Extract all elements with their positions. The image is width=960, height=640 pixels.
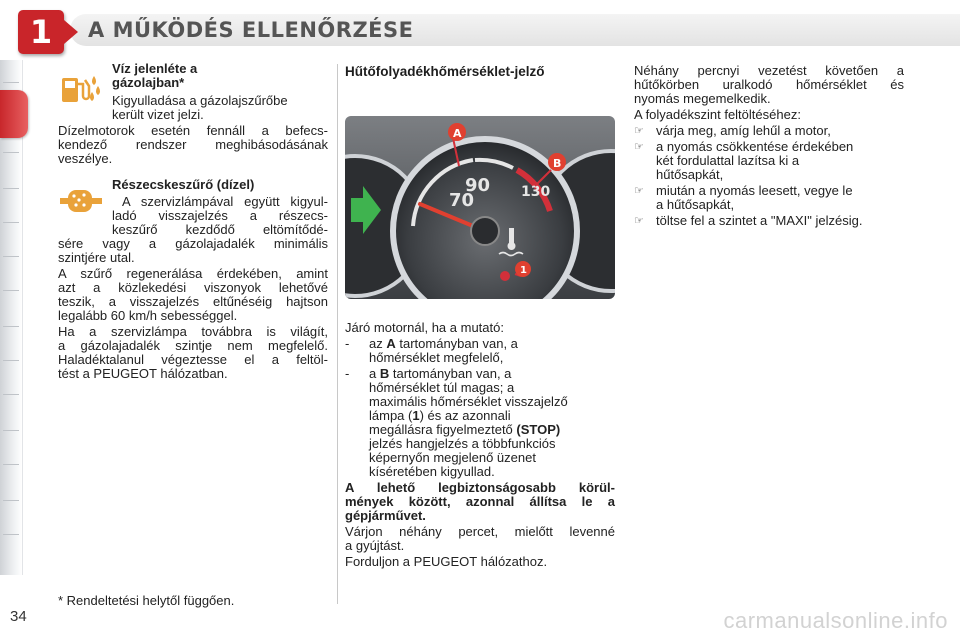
right-intro-line3: nyomás megemelkedik.: [634, 91, 771, 106]
water-warning-text-line1: Kigyulladása a gázolajszűrőbe: [112, 93, 288, 108]
tab-divider: [3, 500, 19, 501]
item-a-line2: hőmérséklet megfelelő,: [369, 350, 504, 365]
refill-step-1: ☞ várja meg, amíg lehűl a motor,: [634, 123, 831, 138]
item-b-line1: a B tartományban van, a: [369, 366, 512, 381]
callout-1-label: 1: [520, 265, 527, 276]
refill-step-2: ☞ a nyomás csökkentése érdekében két fordulattal lazítsa ki a hűtősapkát,: [634, 139, 854, 182]
dpf-p2-line3: teszik, a visszajelzés eltűnéséig hajtson: [58, 294, 328, 309]
watermark-site: carmanualsonline.info: [723, 608, 948, 633]
page-number: 34: [10, 608, 27, 625]
water-warning-title-line2: gázolajban*: [112, 75, 185, 90]
dpf-p2-line1: A szűrő regenerálása érdekében, amint: [58, 266, 328, 281]
item-a-dash: -: [345, 336, 350, 351]
pointing-hand-icon: ☞: [634, 141, 644, 153]
particle-filter-title: Részecskeszűrő (dízel): [112, 177, 255, 192]
warning-line2: mények között, azonnal állítsa le a: [345, 494, 615, 509]
dpf-p1-line2: ladó visszajelzés a részecs-: [112, 208, 328, 223]
tab-divider: [3, 430, 19, 431]
pointing-hand-icon: ☞: [634, 185, 644, 197]
diesel-note-line2: kendező rendszer meghibásodásának: [58, 137, 328, 152]
coolant-gauge-title: Hűtőfolyadékhőmérséklet-jelző: [345, 64, 545, 79]
gauge-tick-130: 130: [521, 184, 551, 200]
item-b-line3: maximális hőmérséklet visszajelző: [369, 394, 568, 409]
dpf-p1-line5: szintjére utal.: [58, 250, 135, 265]
chapter-number-badge: 1: [18, 10, 64, 54]
tab-divider: [3, 82, 19, 83]
dpf-p1-line3: keszűrő kezdődő eltömítődé-: [112, 222, 328, 237]
water-in-fuel-icon: [58, 70, 104, 106]
dpf-p3-line1: Ha a szervizlámpa továbbra is világít,: [58, 324, 328, 339]
gauge-intro: Járó motornál, ha a mutató:: [345, 320, 504, 335]
max-temperature-warning-lamp: [500, 271, 510, 281]
tab-divider: [3, 394, 19, 395]
tab-divider: [3, 256, 19, 257]
callout-b-label: B: [553, 157, 562, 170]
coolant-gauge-illustration: [345, 116, 615, 299]
refill-step-4: ☞ töltse fel a szintet a "MAXI" jelzésig.: [634, 213, 863, 228]
warning-line3: gépjárművet.: [345, 508, 426, 523]
tab-divider: [3, 360, 19, 361]
diesel-note-line3: veszélye.: [58, 151, 113, 166]
item-b-line7: képernyőn megjelenő üzenet: [369, 450, 536, 465]
dpf-p1-line4: sére vagy a gázolajadalék minimális: [58, 236, 328, 251]
column-divider: [337, 64, 338, 604]
item-b-line5: megállásra figyelmeztető (STOP): [369, 422, 561, 437]
callout-1: [515, 261, 531, 277]
contact-network: Forduljon a PEUGEOT hálózathoz.: [345, 554, 548, 569]
pointing-hand-icon: ☞: [634, 125, 644, 137]
water-warning-title-line1: Víz jelenléte a: [112, 61, 198, 76]
particle-filter-icon: [58, 186, 104, 216]
item-a-line1: az A tartományban van, a: [369, 336, 518, 351]
coolant-gauge-image: [345, 116, 615, 299]
callout-a-label: A: [453, 127, 462, 140]
item-b-dash: -: [345, 366, 350, 381]
tab-divider: [3, 222, 19, 223]
item-b-line8: kíséretében kigyullad.: [369, 464, 495, 479]
dpf-p2-line4: legalább 60 km/h sebességgel.: [58, 308, 238, 323]
item-b-line6: jelzés hangjelzés a többfunkciós: [369, 436, 556, 451]
item-b-line2: hőmérséklet túl magas; a: [369, 380, 515, 395]
active-chapter-tab[interactable]: [0, 90, 28, 138]
gauge-tick-70: 70: [449, 190, 475, 211]
water-warning-text-line2: került vizet jelzi.: [112, 107, 204, 122]
right-intro-line2: hűtőkörben uralkodó hőmérséklet és: [634, 77, 904, 92]
dpf-p3-line2: a gázolajadalék szintje nem megfelelő.: [58, 338, 328, 353]
warning-line1: A lehető legbiztonságosabb körül-: [345, 480, 615, 495]
dpf-p1-line1: A szervizlámpával együtt kigyul-: [122, 194, 328, 209]
refill-intro: A folyadékszint feltöltéséhez:: [634, 107, 801, 122]
tab-divider: [3, 326, 19, 327]
right-intro-line1: Néhány percnyi vezetést követően a: [634, 63, 904, 78]
tab-divider: [3, 464, 19, 465]
item-b-line4: lámpa (1) és az azonnali: [369, 408, 511, 423]
tab-divider: [3, 152, 19, 153]
page-title: A MŰKÖDÉS ELLENŐRZÉSE: [88, 18, 414, 42]
pointing-hand-icon: ☞: [634, 215, 644, 227]
tab-divider: [3, 290, 19, 291]
refill-step-3: ☞ miután a nyomás leesett, vegye le a hűtősapkát,: [634, 183, 853, 212]
dpf-p2-line2: azt a közlekedési viszonyok lehetővé: [58, 280, 328, 295]
wait-line1: Várjon néhány percet, mielőtt levenné: [345, 524, 615, 539]
footnote: * Rendeltetési helytől függően.: [58, 593, 235, 608]
dpf-p3-line4: tést a PEUGEOT hálózatban.: [58, 366, 228, 381]
gauge-tick-90: 90: [465, 175, 491, 196]
dpf-p3-line3: Haladéktalanul végeztesse el a feltöl-: [58, 352, 328, 367]
tab-divider: [3, 534, 19, 535]
wait-line2: a gyújtást.: [345, 538, 405, 553]
diesel-note-line1: Dízelmotorok esetén fennáll a befecs-: [58, 123, 328, 138]
tab-divider: [3, 188, 19, 189]
